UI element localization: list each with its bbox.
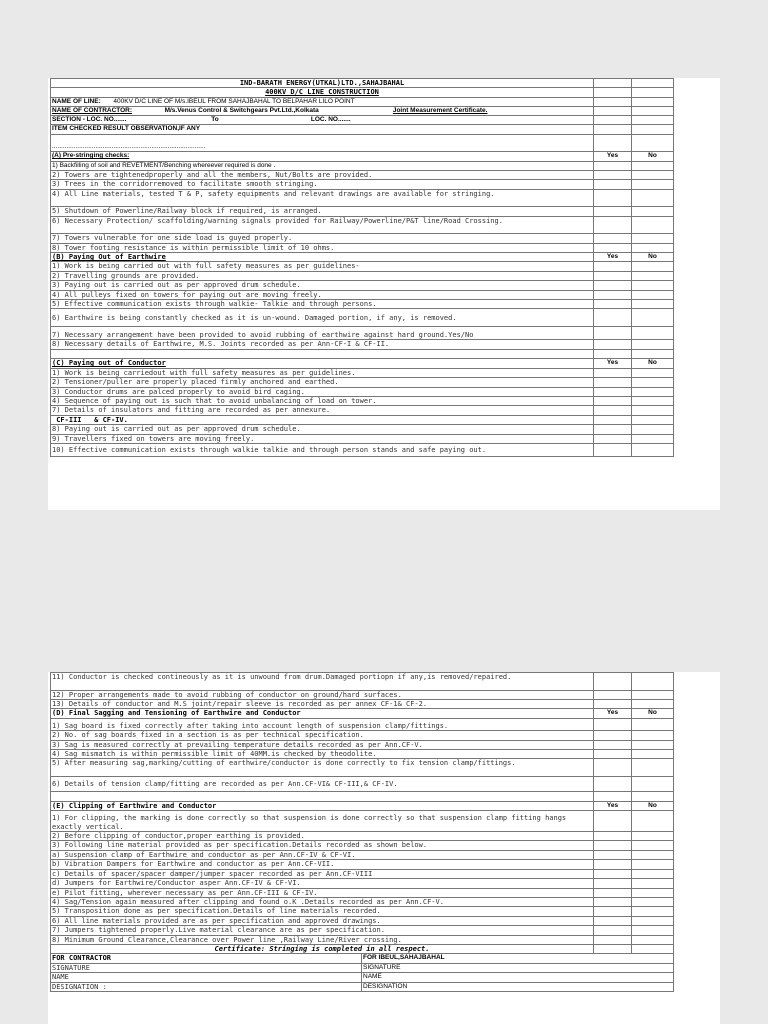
name-of-line-value: 400KV D/C LINE OF M/s.IBEUL FROM SAHAJBAHAL TO BELPAHAR LILO POINT xyxy=(113,97,355,105)
list-item: c) Details of spacer/spacer damper/jumper spacer recorded as per Ann.CF-VIII xyxy=(51,869,594,878)
for-ibeul-label: FOR IBEUL,SAHAJBAHAL xyxy=(362,954,674,963)
signature-right-label: SIGNATURE xyxy=(362,963,674,972)
section-loc-row: SECTION - LOC. NO....... To LOC. NO....... xyxy=(51,116,594,125)
item-checked-label: ITEM CHECKED RESULT OBSERVATION,IF ANY xyxy=(51,125,594,134)
designation-left-label: DESIGNATION : xyxy=(51,982,362,991)
list-item: 12) Proper arrangements made to avoid rubbing of conductor on ground/hard surfaces. xyxy=(51,690,594,699)
list-item: a) Suspension clamp of Earthwire and conductor as per Ann.CF-IV & CF-VI. xyxy=(51,850,594,859)
list-item: b) Vibration Dampers for Earthwire and conductor as per Ann.CF-VII. xyxy=(51,860,594,869)
list-item: 8) Paying out is carried out as per approved drum schedule. xyxy=(51,425,594,434)
certificate-title: Joint Measurement Certificate. xyxy=(392,107,488,115)
list-item: 7) Necessary arrangement have been provided to avoid rubbing of earthwire against hard ground.Yes/No xyxy=(51,327,594,340)
list-item: 7) Towers vulnerable for one side load is guyed properly. xyxy=(51,234,594,243)
section-b-title: (B) Paying Out of Earthwire xyxy=(52,253,166,262)
list-item: 5) Transposition done as per specification.Details of line materials recorded. xyxy=(51,907,594,916)
list-item: 5) Effective communication exists through walkie- Talkie and through persons. xyxy=(51,300,594,309)
list-item: 8) Necessary details of Earthwire, M.S. Joints recorded as per Ann-CF-I & CF-II. xyxy=(51,340,594,349)
list-item: 9) Travellers fixed on towers are moving freely. xyxy=(51,434,594,443)
list-item: 5) Shutdown of Powerline/Railway block if required, is arranged. xyxy=(51,207,594,216)
list-item: 6) Earthwire is being constantly checked as it is un-wound. Damaged portion, if any, is removed. xyxy=(51,309,594,327)
list-item: 10) Effective communication exists through walkie talkie and through person stands and safe paying out. xyxy=(51,443,594,456)
list-item: 1) For clipping, the marking is done correctly so that suspension is done correctly so that suspension clamp fitting hangs exactly vertical. xyxy=(51,811,594,832)
section-c-title: (C) Paying out of Conductor xyxy=(52,359,166,368)
list-item: 4) All pulleys fixed on towers for paying out are moving freely. xyxy=(51,290,594,299)
list-item: 4) Sag/Tension again measured after clipping and found o.K .Details recorded as per Ann.CF-V. xyxy=(51,897,594,906)
list-item: 3) Paying out is carried out as per approved drum schedule. xyxy=(51,281,594,290)
list-item: e) Pilot fitting, wherever necessary as per Ann.CF-III & CF-IV. xyxy=(51,888,594,897)
list-item: 13) Details of conductor and M.S joint/repair sleeve is recorded as per annex CF-1& CF-2. xyxy=(51,700,594,709)
name-of-line-row: NAME OF LINE: 400KV D/C LINE OF M/s.IBEUL FROM SAHAJBAHAL TO BELPAHAR LILO POINT xyxy=(51,97,594,106)
checklist-table-page-2: 11) Conductor is checked contineously as it is unwound from drum.Damaged portiopn if any,is removed/repaired. 12) Proper arrangements made to avoid rubbing of conductor on ground/hard surfaces. 13) Details of conductor and M.S joint/repair sleeve is recorded as per annex CF-1& CF-2. (D) Final Sagging and Tensioning of Earthwire and Conductor Yes No 1) Sag board is fixed correctly after taking into account length of suspension clamp/fittings. 2) No. of sag boards fixed in a section is as per technical specification. 3) Sag is measured correctly at prevailing temperature details recorded as per Ann.CF-V. 4) Sag mismatch is within permissible limit of 40MM.is checked by theodolite. 5) After measuring sag,marking/cutting of earthwire/conductor is done correctly to fix tension clamp/fittings. 6) Details of tension clamp/fitting are recorded as per Ann.CF-VI& CF-III,& CF-IV. (E) Clipping of Earthwire and Conductor Yes No 1) For clipping, the marking is done correctly so that suspension is done correctly so that suspension clamp fitting hangs exactly vertical. 2) Before clipping of conductor,proper earthing is provided. 3) Following line material provided as per specification.Details recorded as shown below. a) Suspension clamp of Earthwire and conductor as per Ann.CF-IV & CF-VI. b) Vibration Dampers for Earthwire and conductor as per Ann.CF-VII. c) Details of spacer/spacer damper/jumper spacer recorded as per Ann.CF-VIII d) Jumpers for Earthwire/Conductor asper Ann.CF-IV & CF-VI. e) Pilot fitting, wherever necessary as per Ann.CF-III & CF-IV. 4) Sag/Tension again measured after clipping and found o.K .Details recorded as per Ann.CF-V. 5) Transposition done as per specification.Details of line materials recorded. 6) All line materials provided are as per specification and approved drawings. 7) Jumpers tightened properly.Live material clearance are as per specification. 8) Minimum Ground Clearance,Clearance over Power line ,Railway Line/River crossing. Certificate: Stringing is completed in all respect. FOR CONTRACTOR FOR IBEUL,SAHAJBAHAL SIGNATURE SIGNATURE NAME NAME DESIGNATION : DESIGNATION xyxy=(50,672,674,992)
list-item: 1) Backfilling of soil and REVETMENT/Benching whereever required is done . xyxy=(51,161,594,170)
list-item: 8) Minimum Ground Clearance,Clearance over Power line ,Railway Line/River crossing. xyxy=(51,935,594,944)
list-item: 8) Tower footing resistance is within permissible limit of 10 ohms. xyxy=(51,243,594,252)
no-header: No xyxy=(632,152,674,161)
section-a-title: (A) Pre-stringing checks: xyxy=(51,152,594,161)
list-item: 7) Jumpers tightened properly.Live material clearance are as per specification. xyxy=(51,926,594,935)
list-item: 6) All line materials provided are as per specification and approved drawings. xyxy=(51,916,594,925)
list-item: 3) Sag is measured correctly at prevailing temperature details recorded as per Ann.CF-V. xyxy=(51,740,594,749)
contractor-value: M/s.Venus Control & Switchgears Pvt.Ltd.,Kolkata xyxy=(164,107,319,115)
list-item: 1) Work is being carriedout with full safety measures as per guidelines. xyxy=(51,368,594,377)
yes-header: Yes xyxy=(594,152,632,161)
list-item: 11) Conductor is checked contineously as it is unwound from drum.Damaged portiopn if any,is removed/repaired. xyxy=(51,673,594,691)
list-item: 1) Sag board is fixed correctly after taking into account length of suspension clamp/fittings. xyxy=(51,718,594,730)
project-title: 400KV D/C LINE CONSTRUCTION xyxy=(265,88,379,97)
section-e-title: (E) Clipping of Earthwire and Conductor xyxy=(51,801,594,810)
list-item: 5) After measuring sag,marking/cutting of earthwire/conductor is done correctly to fix tension clamp/fittings. xyxy=(51,759,594,777)
for-contractor-label: FOR CONTRACTOR xyxy=(51,954,362,963)
designation-right-label: DESIGNATION xyxy=(362,982,674,991)
list-item: 6) Details of tension clamp/fitting are recorded as per Ann.CF-VI& CF-III,& CF-IV. xyxy=(51,777,594,792)
list-item: 7) Details of insulators and fitting are recorded as per annexure. xyxy=(51,406,594,415)
document-page-2 xyxy=(48,672,720,1024)
section-d-title: (D) Final Sagging and Tensioning of Earthwire and Conductor xyxy=(51,709,594,718)
company-title: IND-BARATH ENERGY(UTKAL)LTD.,SAHAJBAHAL xyxy=(51,79,594,88)
dotted-line: ..................................................................................... xyxy=(51,134,594,152)
list-item: 2) Tensioner/puller are properly placed firmly anchored and earthed. xyxy=(51,378,594,387)
list-item: 3) Trees in the corridorremoved to facilitate smooth stringing. xyxy=(51,180,594,189)
list-item: 2) Travelling grounds are provided. xyxy=(51,271,594,280)
name-left-label: NAME xyxy=(51,973,362,982)
list-item: 2) No. of sag boards fixed in a section is as per technical specification. xyxy=(51,731,594,740)
checklist-table-page-1: IND-BARATH ENERGY(UTKAL)LTD.,SAHAJBAHAL 400KV D/C LINE CONSTRUCTION NAME OF LINE: 400KV D/C LINE OF M/s.IBEUL FROM SAHAJBAHAL TO BELPAHAR LILO POINT NAME OF CONTRACTOR: M/s.Venus Control & Switchgears Pvt.Ltd.,Kolkata Joint Measurement Certificate. SECTION - LOC. NO....... To LOC. NO....... ITEM CHECKED RESULT OBSERVATION,IF ANY ..................................................................................... (A) Pre-stringing checks: Yes No 1) Backfilling of soil and REVETMENT/Benching whereever required is done . 2) Towers are tightenedproperly and all the members, Nut/Bolts are provided. 3) Trees in the corridorremoved to facilitate smooth stringing. 4) All Line materials, tested T & P, safety equipments and relevant drawings are available for stringing. 5) Shutdown of Powerline/Railway block if required, is arranged. 6) Necessary Protection/ scaffolding/warning signals provided for Railway/Powerline/P&T line/Road Crossing. 7) Towers vulnerable for one side load is guyed properly. 8) Tower footing resistance is within permissible limit of 10 ohms. (B) Paying Out of Earthwire Yes No 1) Work is being carried out with full safety measures as per guidelines- 2) Travelling grounds are provided. 3) Paying out is carried out as per approved drum schedule. 4) All pulleys fixed on towers for paying out are moving freely. 5) Effective communication exists through walkie- Talkie and through persons. 6) Earthwire is being constantly checked as it is un-wound. Damaged portion, if any, is removed. 7) Necessary arrangement have been provided to avoid rubbing of earthwire against hard ground.Yes/No 8) Necessary details of Earthwire, M.S. Joints recorded as per Ann-CF-I & CF-II. (C) Paying out of Conductor Yes No 1) Work is being carriedout with full safety measures as per guidelines. 2) Tensioner/puller are properly placed firmly anchored and earthed. 3) Conductor drums are palced properly to avoid bird caging. 4) Sequence of paying out is such that to avoid unbalancing of load on tower. 7) Details of insulators and fitting are recorded as per annexure. CF-III & CF-IV. 8) Paying out is carried out as per approved drum schedule. 9) Travellers fixed on towers are moving freely. 10) Effective communication exists through walkie talkie and through person stands and safe paying out. xyxy=(50,78,674,457)
contractor-row: NAME OF CONTRACTOR: M/s.Venus Control & Switchgears Pvt.Ltd.,Kolkata Joint Measurement Certificate. xyxy=(51,107,594,116)
list-item: 3) Following line material provided as per specification.Details recorded as shown below. xyxy=(51,841,594,850)
list-item: 4) Sequence of paying out is such that to avoid unbalancing of load on tower. xyxy=(51,396,594,405)
list-item: 3) Conductor drums are palced properly to avoid bird caging. xyxy=(51,387,594,396)
certificate-statement: Certificate: Stringing is completed in all respect. xyxy=(51,944,594,953)
list-item: 2) Towers are tightenedproperly and all the members, Nut/Bolts are provided. xyxy=(51,170,594,179)
document-page-1 xyxy=(48,78,720,510)
list-item: CF-III & CF-IV. xyxy=(51,415,594,424)
name-right-label: NAME xyxy=(362,973,674,982)
list-item: 1) Work is being carried out with full safety measures as per guidelines- xyxy=(51,262,594,271)
signature-left-label: SIGNATURE xyxy=(51,963,362,972)
list-item: d) Jumpers for Earthwire/Conductor asper Ann.CF-IV & CF-VI. xyxy=(51,879,594,888)
list-item: 4) All Line materials, tested T & P, safety equipments and relevant drawings are available for stringing. xyxy=(51,189,594,207)
list-item: 2) Before clipping of conductor,proper earthing is provided. xyxy=(51,832,594,841)
list-item: 6) Necessary Protection/ scaffolding/warning signals provided for Railway/Powerline/P&T line/Road Crossing. xyxy=(51,216,594,234)
list-item: 4) Sag mismatch is within permissible limit of 40MM.is checked by theodolite. xyxy=(51,750,594,759)
